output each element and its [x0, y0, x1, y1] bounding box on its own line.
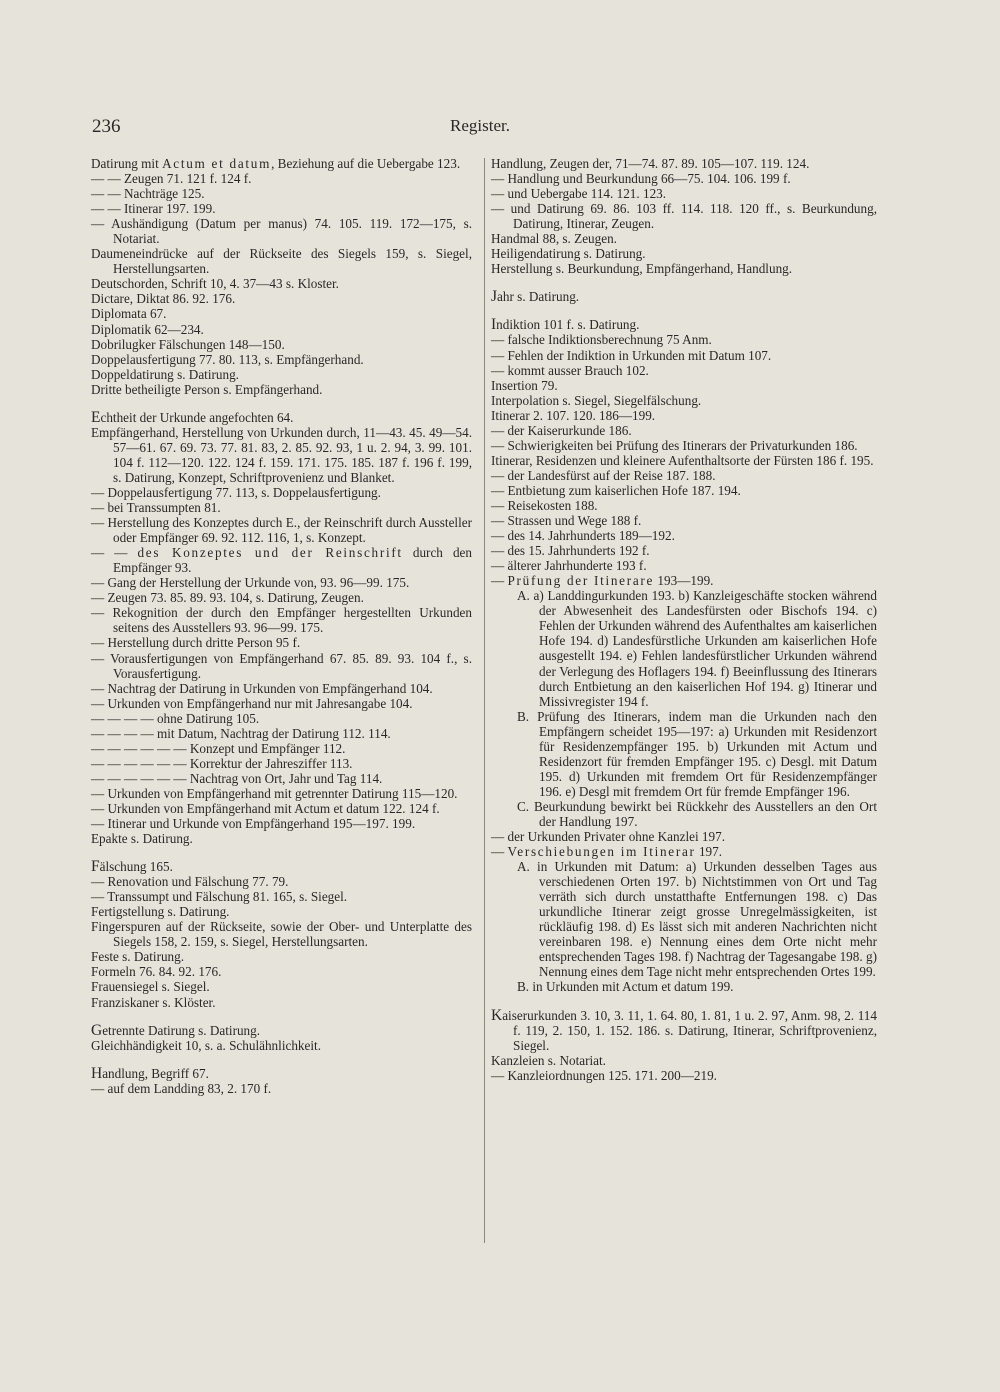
section-initial: F: [91, 858, 100, 876]
index-column-right: [491, 156, 877, 1083]
index-entry: Kanzleien s. Notariat.: [491, 1052, 606, 1068]
index-entry: Datirung mit Actum et datum, Beziehung auf die Uebergabe 123.: [91, 156, 461, 171]
index-entry: — Reisekosten 188.: [491, 497, 598, 513]
spaced-term: Verschiebungen im Itinerar: [507, 844, 696, 860]
index-entry: Feste s. Datirung.: [91, 949, 185, 965]
index-entry: — Gang der Herstellung der Urkunde von, 93. 96—99. 175.: [91, 575, 410, 591]
page-number: 236: [92, 116, 121, 137]
index-entry: Handmal 88, s. Zeugen.: [491, 231, 617, 247]
index-entry: — — Zeugen 71. 121 f. 124 f.: [91, 171, 252, 187]
index-entry: Echtheit der Urkunde angefochten 64.: [91, 408, 294, 426]
index-entry: Frauensiegel s. Siegel.: [91, 979, 210, 995]
index-entry: — Handlung und Beurkundung 66—75. 104. 106. 199 f.: [491, 171, 791, 187]
spaced-term: Actum et datum: [162, 156, 272, 171]
index-entry: — Verschiebungen im Itinerar 197.: [491, 844, 723, 860]
index-entry: Diplomata 67.: [91, 306, 167, 322]
column-rule: [484, 158, 485, 1243]
index-entry: — — — — — — Nachtrag von Ort, Jahr und Tag 114.: [91, 770, 383, 786]
index-entry: — Renovation und Fälschung 77. 79.: [91, 874, 289, 890]
index-entry: — und Datirung 69. 86. 103 ff. 114. 118. 120 ff., s. Beurkundung, Datirung, Itinerar, Zeugen.: [491, 201, 877, 232]
index-entry: A. a) Landdingurkunden 193. b) Kanzleigeschäfte stocken während der Abwesenheit des Landesfürsten oder Bischofs 194. c) Fehlen der Urkunden während des Aufenthaltes am kaiserlichen Hofe 194. d) Landesfürstliche Urkunden am kaiserlichen Hofe ausgestellt 194. e) Fehlen landesfürstlicher Urkunden während der Verlegung des Hoflagers 194. f) Beeinflussung des Itinerars durch Entbietung an den kaiserlichen Hof 194. g) Itinerar und Missivregister 194 f.: [517, 588, 877, 709]
index-entry: Dritte betheiligte Person s. Empfängerhand.: [91, 381, 323, 397]
index-entry: — Urkunden von Empfängerhand nur mit Jahresangabe 104.: [91, 695, 413, 711]
index-entry: Doppelausfertigung 77. 80. 113, s. Empfängerhand.: [91, 351, 364, 367]
index-entry: — Kanzleiordnungen 125. 171. 200—219.: [491, 1067, 717, 1083]
index-entry: — Urkunden von Empfängerhand mit Actum et datum 122. 124 f.: [91, 800, 440, 816]
index-entry: Fertigstellung s. Datirung.: [91, 904, 230, 920]
index-entry: — Herstellung des Konzeptes durch E., der Reinschrift durch Aussteller oder Empfänger 69. 92. 112. 116, 1, s. Konzept.: [91, 515, 472, 546]
index-entry: Heiligendatirung s. Datirung.: [491, 246, 646, 262]
index-entry: — Herstellung durch dritte Person 95 f.: [91, 635, 301, 651]
section-initial: K: [491, 1006, 503, 1024]
index-entry: — auf dem Landding 83, 2. 170 f.: [91, 1080, 272, 1096]
section-initial: I: [491, 316, 497, 334]
index-entry: — Doppelausfertigung 77. 113, s. Doppelausfertigung.: [91, 484, 381, 500]
index-entry: — des 14. Jahrhunderts 189—192.: [491, 528, 675, 544]
spaced-term: Prüfung der Itinerare: [507, 573, 655, 589]
index-entry: Deutschorden, Schrift 10, 4. 37—43 s. Kloster.: [91, 276, 339, 292]
index-entry: A. in Urkunden mit Datum: a) Urkunden desselben Tages aus verschiedenen Orten 197. b) Nichtstimmen von Ort und Tag verräth sich durch unstatthafte Entfernungen 198. c) Das urkundliche Itinerar zeigt grosse Unregelmässigkeiten, ist rückläufig 198. d) Es lässt sich mit anderen Nachrichten nicht vereinbaren 198. e) Nennung eines dem Orte nicht mehr entsprechenden Tages 198. f) Nachtrag der Tagesangabe 198. g) Nennung eines dem Tage nicht mehr entsprechenden Ortes 199.: [517, 859, 877, 980]
index-entry: B. in Urkunden mit Actum et datum 199.: [517, 979, 734, 995]
index-entry: Doppeldatirung s. Datirung.: [91, 366, 239, 382]
index-entry: — Schwierigkeiten bei Prüfung des Itinerars der Privaturkunden 186.: [491, 437, 858, 453]
index-entry: — Fehlen der Indiktion in Urkunden mit Datum 107.: [491, 347, 772, 363]
index-entry: — Prüfung der Itinerare 193—199.: [491, 573, 714, 589]
index-entry: — Entbietung zum kaiserlichen Hofe 187. 194.: [491, 482, 741, 498]
index-entry: Kaiserurkunden 3. 10, 3. 11, 1. 64. 80, 1. 81, 1 u. 2. 97, Anm. 98, 2. 114 f. 119, 2. 150, 1. 152. 186. s. Datirung, Itinerar, Schriftprovenienz, Siegel.: [491, 1006, 877, 1053]
spaced-term: des Konzeptes und der Reinschrift: [137, 545, 403, 561]
index-entry: Formeln 76. 84. 92. 176.: [91, 964, 222, 980]
index-entry: — der Landesfürst auf der Reise 187. 188.: [491, 467, 716, 483]
index-entry: B. Prüfung des Itinerars, indem man die Urkunden nach den Empfängern scheidet 195—197: a) Urkunden mit Residenzort für Residenzempfänger 195. b) Urkunden mit Actum und Residenzort für fremden Empfänger 195. c) Desgl. mit Datum 195. d) Urkunden mit fremdem Ort für Residenzempfänger 196. e) Desgl mit fremdem Ort für fremde Empfänger 196.: [517, 708, 877, 799]
index-entry: — — Itinerar 197. 199.: [91, 201, 216, 217]
index-entry: Gleichhändigkeit 10, s. a. Schulähnlichkeit.: [91, 1037, 321, 1053]
index-entry: — älterer Jahrhunderte 193 f.: [491, 558, 647, 574]
index-entry: Epakte s. Datirung.: [91, 831, 193, 847]
index-entry: Handlung, Begriff 67.: [91, 1064, 209, 1082]
index-entry: — — Nachträge 125.: [91, 186, 205, 202]
index-entry: — Transsumpt und Fälschung 81. 165, s. Siegel.: [91, 889, 348, 905]
index-entry: — der Kaiserurkunde 186.: [491, 422, 632, 438]
index-entry: — kommt ausser Brauch 102.: [491, 362, 649, 378]
index-entry: — — — — mit Datum, Nachtrag der Datirung 112. 114.: [91, 725, 391, 741]
index-entry: — und Uebergabe 114. 121. 123.: [491, 186, 667, 202]
index-column-left: [91, 156, 472, 1096]
index-entry: Dictare, Diktat 86. 92. 176.: [91, 291, 236, 307]
index-entry: Empfängerhand, Herstellung von Urkunden durch, 11—43. 45. 49—54. 57—61. 67. 69. 73. 77. 81. 83, 2. 85. 92. 93, 1 u. 2. 94, 3. 99. 101. 104 f. 112—120. 122. 124 f. 159. 171. 175. 185. 187 f. 196 f. 199, s. Datirung, Konzept, Schriftprovenienz und Blanket.: [91, 424, 472, 485]
section-initial: G: [91, 1021, 103, 1039]
running-head: Register.: [450, 116, 510, 135]
index-entry: Interpolation s. Siegel, Siegelfälschung.: [491, 392, 702, 408]
index-entry: Jahr s. Datirung.: [491, 288, 580, 306]
section-initial: E: [91, 408, 101, 426]
section-initial: H: [91, 1064, 103, 1082]
index-entry: Fingerspuren auf der Rückseite, sowie der Ober- und Unterplatte des Siegels 158, 2. 159, s. Siegel, Herstellungsarten.: [91, 919, 472, 950]
index-entry: C. Beurkundung bewirkt bei Rückkehr des Ausstellers an den Ort der Handlung 197.: [517, 798, 877, 829]
index-entry: Indiktion 101 f. s. Datirung.: [491, 316, 640, 334]
index-entry: Itinerar, Residenzen und kleinere Aufenthaltsorte der Fürsten 186 f. 195.: [491, 452, 874, 468]
index-entry: — Zeugen 73. 85. 89. 93. 104, s. Datirung, Zeugen.: [91, 590, 364, 606]
index-entry: — — des Konzeptes und der Reinschrift durch den Empfänger 93.: [91, 545, 472, 576]
index-entry: — Urkunden von Empfängerhand mit getrennter Datirung 115—120.: [91, 785, 458, 801]
index-entry: — Nachtrag der Datirung in Urkunden von Empfängerhand 104.: [91, 680, 433, 696]
index-entry: — — — — — — Korrektur der Jahresziffer 113.: [91, 755, 353, 771]
index-entry: — — — — ohne Datirung 105.: [91, 710, 260, 726]
index-entry: Itinerar 2. 107. 120. 186—199.: [491, 407, 656, 423]
index-entry: Herstellung s. Beurkundung, Empfängerhand, Handlung.: [491, 261, 793, 277]
index-entry: — Aushändigung (Datum per manus) 74. 105. 119. 172—175, s. Notariat.: [91, 216, 472, 247]
section-initial: J: [491, 288, 498, 306]
index-entry: — des 15. Jahrhunderts 192 f.: [491, 543, 650, 559]
index-entry: Dobrilugker Fälschungen 148—150.: [91, 336, 285, 352]
index-entry: — — — — — — Konzept und Empfänger 112.: [91, 740, 346, 756]
index-entry: Insertion 79.: [491, 377, 558, 393]
index-entry: — Strassen und Wege 188 f.: [491, 513, 642, 529]
index-entry: Franziskaner s. Klöster.: [91, 994, 216, 1010]
index-entry: — der Urkunden Privater ohne Kanzlei 197.: [491, 829, 726, 845]
index-entry: Diplomatik 62—234.: [91, 321, 204, 337]
index-entry: Getrennte Datirung s. Datirung.: [91, 1021, 261, 1039]
index-entry: Daumeneindrücke auf der Rückseite des Siegels 159, s. Siegel, Herstellungsarten.: [91, 246, 472, 277]
index-entry: — falsche Indiktionsberechnung 75 Anm.: [491, 332, 712, 348]
index-entry: — bei Transsumpten 81.: [91, 500, 221, 516]
index-entry: — Vorausfertigungen von Empfängerhand 67. 85. 89. 93. 104 f., s. Vorausfertigung.: [91, 650, 472, 681]
index-entry: — Itinerar und Urkunde von Empfängerhand 195—197. 199.: [91, 816, 416, 832]
index-entry: Handlung, Zeugen der, 71—74. 87. 89. 105—107. 119. 124.: [491, 156, 810, 171]
index-entry: — Rekognition der durch den Empfänger hergestellten Urkunden seitens des Ausstellers 93. 96—99. 175.: [91, 605, 472, 636]
index-entry: Fälschung 165.: [91, 858, 173, 876]
